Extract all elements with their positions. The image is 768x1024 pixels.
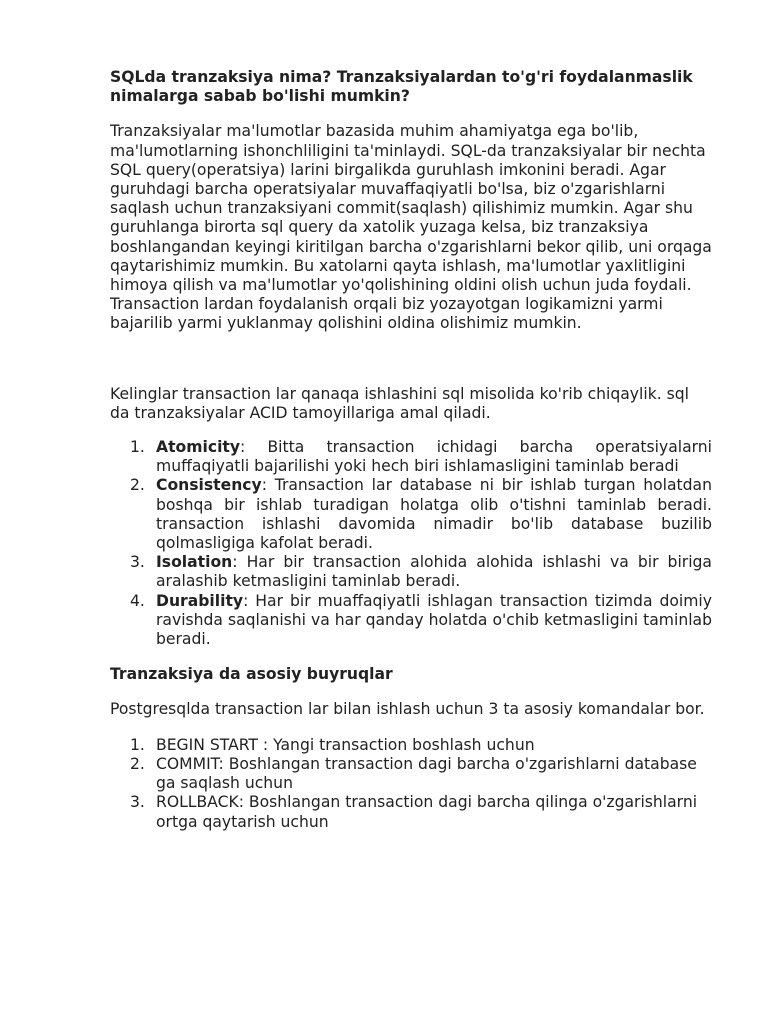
command-rollback: ROLLBACK: Boshlangan transaction dagi barcha qilinga o'zgarishlarni ortga qaytarish uchun	[156, 793, 698, 831]
acid-intro-paragraph: Kelinglar transaction lar qanaqa ishlashini sql misolida ko'rib chiqaylik. sql da tranzaksiyalar ACID tamoyillariga amal qiladi.	[110, 384, 690, 422]
list-number: 2.	[130, 476, 145, 495]
list-number: 1.	[130, 735, 145, 754]
postgres-intro-paragraph: Postgresqlda transaction lar bilan ishlash uchun 3 ta asosiy komandalar bor.	[110, 700, 705, 719]
list-number: 1.	[130, 438, 145, 457]
term-durability: Durability	[156, 591, 244, 610]
term-atomicity: Atomicity	[156, 438, 241, 457]
list-number: 3.	[130, 553, 145, 572]
acid-principles-list	[110, 438, 712, 649]
list-item-isolation	[110, 553, 712, 591]
definition-atomicity: : Bitta transaction ichidagi barcha operatsiyalarni muffaqiyatli bajarilishi yoki hech biri ishlamasligini taminlab beradi	[156, 438, 712, 476]
list-item-durability	[110, 592, 712, 650]
definition-consistency: : Transaction lar database ni bir ishlab turgan holatdan boshqa bir ishlab turadigan holatga olib o'tishni taminlab beradi. transaction ishlashi davomida nimadir bo'lib database buzilib qolmasligiga kafolat beradi.	[156, 476, 712, 553]
command-begin: BEGIN START : Yangi transaction boshlash uchun	[156, 735, 535, 754]
list-item-commit	[110, 755, 712, 793]
document-page	[110, 68, 712, 832]
list-number: 2.	[130, 754, 145, 773]
document-title: SQLda tranzaksiya nima? Tranzaksiyalardan to'g'ri foydalanmaslik nimalarga sabab bo'lishi mumkin?	[110, 68, 693, 106]
list-item-consistency	[110, 476, 712, 553]
list-item-atomicity	[110, 438, 712, 476]
list-number: 3.	[130, 793, 145, 812]
commands-list	[110, 736, 712, 832]
definition-durability: : Har bir muaffaqiyatli ishlagan transaction tizimda doimiy ravishda saqlanishi va har qanday holatda o'chib ketmasligini taminlab beradi.	[156, 591, 712, 649]
term-consistency: Consistency	[156, 476, 262, 495]
list-item-rollback	[110, 793, 712, 831]
term-isolation: Isolation	[156, 553, 233, 572]
definition-isolation: : Har bir transaction alohida alohida ishlashi va bir biriga aralashib ketmasligini taminlab beradi.	[156, 553, 712, 591]
section-heading: Tranzaksiya da asosiy buyruqlar	[110, 665, 393, 684]
list-number: 4.	[130, 591, 145, 610]
list-item-begin	[110, 736, 712, 755]
intro-paragraph: Tranzaksiyalar ma'lumotlar bazasida muhim ahamiyatga ega bo'lib, ma'lumotlarning ishonchliligini ta'minlaydi. SQL-da tranzaksiyalar bir nechta SQL query(operatsiya) larini birgalikda guruhlash imkonini beradi. Agar guruhdagi barcha operatsiyalar muvaffaqiyatli bo'lsa, biz o'zgarishlarni saqlash uchun tranzaksiyani commit(saqlash) qilishimiz mumkin. Agar shu guruhlanga birorta sql query da xatolik yuzaga kelsa, biz tranzaksiya boshlangandan keyingi kiritilgan barcha o'zgarishlarni bekor qilib, uni orqaga qaytarishimiz mumkin. Bu xatolarni qayta ishlash, ma'lumotlar yaxlitligini himoya qilish va ma'lumotlar yo'qolishining oldini olish uchun juda foydali. Transaction lardan foydalanish orqali biz yozayotgan logikamizni yarmi bajarilib yarmi yuklanmay qolishini oldina olishimiz mumkin.	[110, 122, 712, 333]
command-commit: COMMIT: Boshlangan transaction dagi barcha o'zgarishlarni database ga saqlash uchun	[156, 754, 697, 793]
